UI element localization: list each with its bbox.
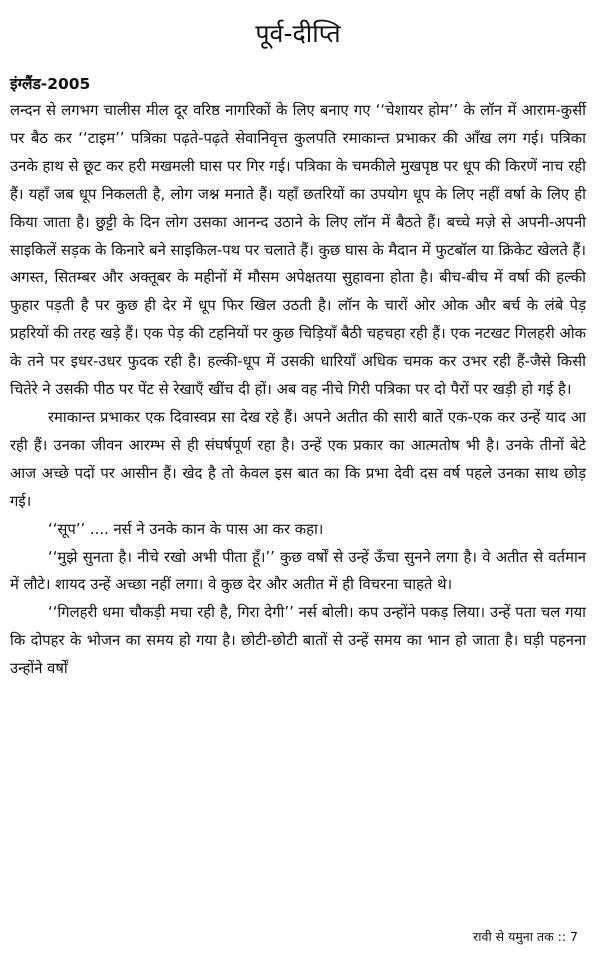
chapter-title: पूर्व-दीप्ति (255, 19, 341, 48)
body-text (10, 97, 586, 683)
page-footer: रावी से यमुना तक :: 7 (473, 929, 578, 944)
paragraph-2: रमाकान्त प्रभाकर एक दिवास्वप्न सा देख रहे हैं। अपने अतीत की सारी बातें एक-एक कर उन्हें याद आ रही हैं। उनका जीवन आरम्भ से ही संघर्षपूर्ण रहा है। उन्हें एक प्रकार का आत्मतोष भी है। उनके तीनों बेटे आज अच्छे पदों पर आसीन हैं। खेद है तो केवल इस बात का कि प्रभा देवी दस वर्ष पहले उनका साथ छोड़ गई। (10, 408, 586, 510)
paragraph-1: लन्दन से लगभग चालीस मील दूर वरिष्ठ नागरिकों के लिए बनाए गए ‘‘चेशायर होम’’ के लॉन में आराम-कुर्सी पर बैठ कर ‘‘टाइम’’ पत्रिका पढ़ते-पढ़ते सेवानिवृत्त कुलपति रमाकान्त प्रभाकर की आँख लग गई। पत्रिका उनके हाथ से छूट कर हरी मखमली घास पर गिर गई। पत्रिका के चमकीले मुखपृष्ठ पर धूप की किरणें नाच रही हैं। यहाँ जब धूप निकलती है, लोग जश्न मनाते हैं। यहाँ छतरियों का उपयोग धूप के लिए नहीं वर्षा के लिए ही किया जाता है। छुट्टी के दिन लोग उसका आनन्द उठाने के लिए लॉन में बैठते हैं। बच्चे मज़े से अपनी-अपनी साइकिलें सड़क के किनारे बने साइकिल-पथ पर चलाते हैं। कुछ घास के मैदान में फुटबॉल या क्रिकेट खेलते हैं। अगस्त, सितम्बर और अक्तूबर के महीनों में मौसम अपेक्षतया सुहावना होता है। बीच-बीच में वर्षा की हल्की फुहार पड़ती है पर कुछ ही देर में धूप फिर खिल उठती है। लॉन के चारों ओर ओक और बर्च के लंबे पेड़ प्रहरियों की तरह खड़े हैं। एक पेड़ की टहनियों पर कुछ चिड़ियाँ बैठी चहचहा रही हैं। एक नटखट गिलहरी ओक के तने पर इधर-उधर फुदक रही है। हल्की-धूप में उसकी धारियाँ अधिक चमक कर उभर रही हैं-जैसे किसी चितेरे ने उसकी पीठ पर पेंट से रेखाएँ खींच दी हों। अब वह नीचे गिरी पत्रिका पर दो पैरों पर खड़ी हो गई है। (10, 102, 586, 399)
paragraph-5: ‘‘गिलहरी धमा चौकड़ी मचा रही है, गिरा देगी’’ नर्स बोली। कप उन्होंने पकड़ लिया। उन्हें पता चल गया कि दोपहर के भोजन का समय हो गया है। छोटी-छोटी बातों से उन्हें समय का भान हो जाता है। घड़ी पहनना उन्होंने वर्षों (10, 604, 586, 678)
section-heading: इंग्लैंड-2005 (10, 75, 91, 93)
paragraph-4: ‘‘मुझे सुनता है। नीचे रखो अभी पीता हूँ।’’ कुछ वर्षों से उन्हें ऊँचा सुनने लगा है। वे अतीत से वर्तमान में लौटे। शायद उन्हें अच्छा नहीं लगा। वे कुछ देर और अतीत में ही विचरना चाहते थे। (10, 548, 586, 594)
paragraph-3: ‘‘सूप’’ .... नर्स ने उनके कान के पास आ कर कहा। (48, 520, 324, 538)
